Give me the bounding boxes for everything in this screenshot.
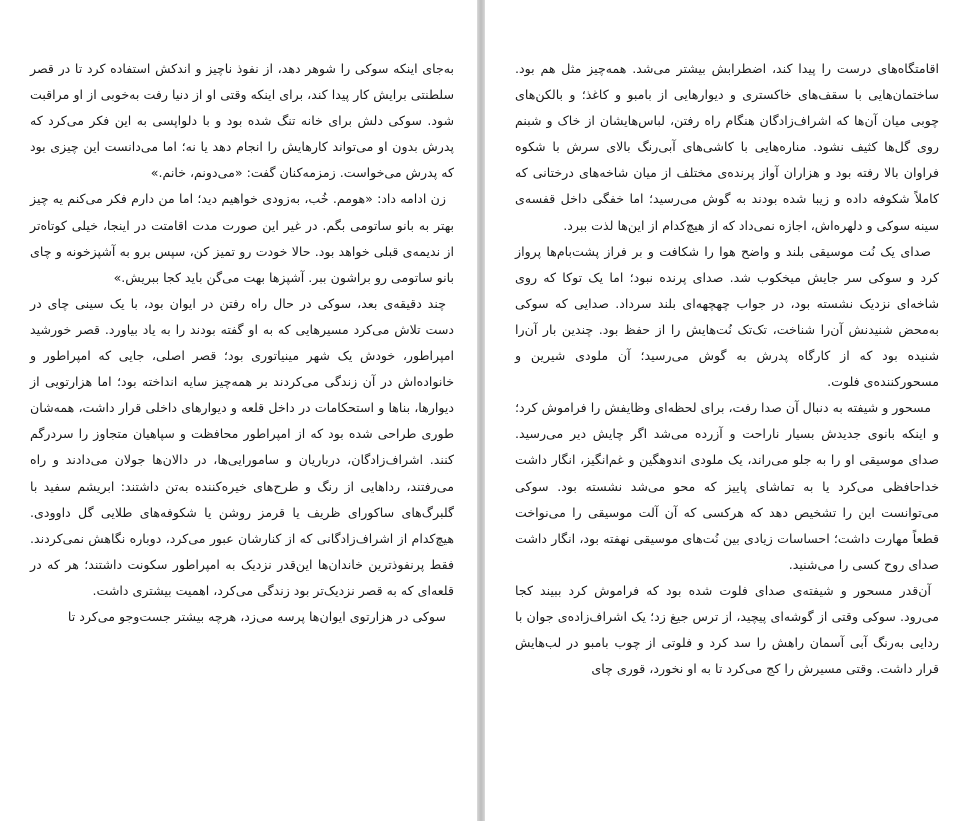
right-page bbox=[484, 0, 962, 821]
paragraph: مسحور و شیفته به دنبال آن صدا رفت، برای لحظه‌ای وظایفش را فراموش کرد؛ و اینکه بانوی جدیدش بسیار ناراحت و آزرده می‌شد اگر چایش دیر می‌رسید. صدای موسیقی او را به جلو می‌راند، یک ملودی اندوهگین و غم‌انگیز، انگار داشت خداحافظی می‌کرد یا به تماشای پاییز که محو می‌شد نشسته بود. سوکی می‌توانست این را تشخیص دهد که هرکسی که آن آلت موسیقی را می‌نواخت قطعاً مهارت داشت؛ احساسات زیادی بین نُت‌های موسیقی نهفته بود، انگار داشت صدای روح کسی را می‌شنید. bbox=[515, 400, 939, 572]
paragraph: صدای یک نُت موسیقی بلند و واضح هوا را شکافت و بر فراز پشت‌بام‌ها پرواز کرد و سوکی سر جایش میخکوب شد. صدای پرنده نبود؛ اما یک توکا که روی شاخه‌ای نزدیک نشسته بود، در جواب چهچهه‌ای بلند سرداد. صدایی که سوکی به‌محض شنیدنش آن‌را شناخت، تک‌تک نُت‌هایش را از حفظ بود. چندین بار آن‌را شنیده بود که از کارگاه پدرش به گوش می‌رسید؛ آن ملودی شیرین و مسحورکننده‌ی فلوت. bbox=[515, 243, 939, 390]
paragraph: اقامتگاه‌های درست را پیدا کند، اضطرابش بیشتر می‌شد. همه‌چیز مثل هم بود. ساختمان‌هایی با سقف‌های خاکستری و دیوارهایی از بامبو و کاغذ؛ و بالکن‌های چوبی میان آن‌ها که اشراف‌زادگان هنگام راه رفتن، لباس‌هایشان از خاک و شبنم روی گل‌ها کثیف نشود. مناره‌هایی با کاشی‌های آبی‌رنگ بالای سرش با شکوه فراوان بالا رفته بود و هزاران آواز پرنده‌ی مختلف از میان شاخه‌های درختانی که کاملاً شکوفه داده و زیبا شده بودند به گوش می‌رسید؛ اما خفگی داخل قفسه‌ی سینه سوکی و دلهره‌اش، اجازه نمی‌داد که از هیچ‌کدام از این‌ها لذت ببرد. bbox=[515, 61, 939, 233]
paragraph: چند دقیقه‌ی بعد، سوکی در حال راه رفتن در ایوان بود، با یک سینی چای در دست تلاش می‌کرد مسیرهایی که به او گفته بودند را به یاد بیاورد. قصر خورشید امپراطور، خودش یک شهر مینیاتوری بود؛ قصر اصلی، جایی که امپراطور و خانواده‌اش در آن زندگی می‌کردند بر همه‌چیز سایه انداخته بود؛ اما هزارتویی از دیوارها، بناها و استحکامات در داخل قلعه و دیوارهای داخلی قرار داشت، همه‌شان طوری طراحی شده بود که از امپراطور محافظت و سپاهیان متجاوز را سردرگم کنند. اشراف‌زادگان، درباریان و سامورایی‌ها، در دالان‌ها جولان می‌دادند و راه می‌رفتند، رداهایی از رنگ و طرح‌های خیره‌کننده به‌تن داشتند: ابریشم سفید با گلبرگ‌های ساکورای ظریف یا قرمز روشن یا شکوفه‌های طلایی گل داوودی. هیچ‌کدام از اشراف‌زادگانی که از کنارشان عبور می‌کرد، دوباره نگاهش نمی‌کردند. فقط پرنفوذترین خاندان‌ها این‌قدر نزدیک به امپراطور سکونت داشتند؛ هر که در قلعه‌ای که به قصر نزدیک‌تر بود زندگی می‌کرد، اهمیت بیشتری داشت. bbox=[30, 295, 454, 598]
paragraph: به‌جای اینکه سوکی را شوهر دهد، از نفوذ ناچیز و اندکش استفاده کرد تا در قصر سلطنتی برایش کار پیدا کند، برای اینکه وقتی او از دنیا رفت به‌خوبی از او مراقبت شود. سوکی دلش برای خانه تنگ شده بود و با دلواپسی به این فکر می‌کرد که پدرش بدون او می‌تواند کارهایش را انجام دهد یا نه؛ اما می‌دانست این چیزی بود که پدرش می‌خواست. زمزمه‌کنان گفت: «می‌دونم، خانم.» bbox=[30, 61, 454, 181]
paragraph: آن‌قدر مسحور و شیفته‌ی صدای فلوت شده بود که فراموش کرد ببیند کجا می‌رود. سوکی وقتی از گوشه‌ای پیچید، از ترس جیغ زد؛ یک اشراف‌زاده‌ی جوان با ردایی به‌رنگ آبی آسمان راهش را سد کرد و فلوتی از چوب بامبو در لب‌هایش قرار داشت. وقتی مسیرش را کج می‌کرد تا به او نخورد، قوری چای bbox=[515, 582, 939, 677]
paragraph: زن ادامه داد: «هومم. خُب، به‌زودی خواهیم دید؛ اما من دارم فکر می‌کنم یه چیز بهتر به بانو ساتومی بگم. در غیر این صورت مدت اقامتت در اینجا، خیلی کوتاه‌تر از ندیمه‌ی قبلی خواهد بود. حالا خودت رو تمیز کن، سپس برو به آشپزخونه و چای بانو ساتومی رو براشون ببر. آشپزها بهت می‌گن باید کجا ببریش.» bbox=[30, 191, 454, 285]
right-page-text bbox=[515, 56, 939, 682]
paragraph: سوکی در هزارتوی ایوان‌ها پرسه می‌زد، هرچه بیشتر جست‌وجو می‌کرد تا bbox=[67, 608, 446, 624]
left-page bbox=[0, 0, 478, 821]
left-page-text bbox=[30, 56, 454, 630]
